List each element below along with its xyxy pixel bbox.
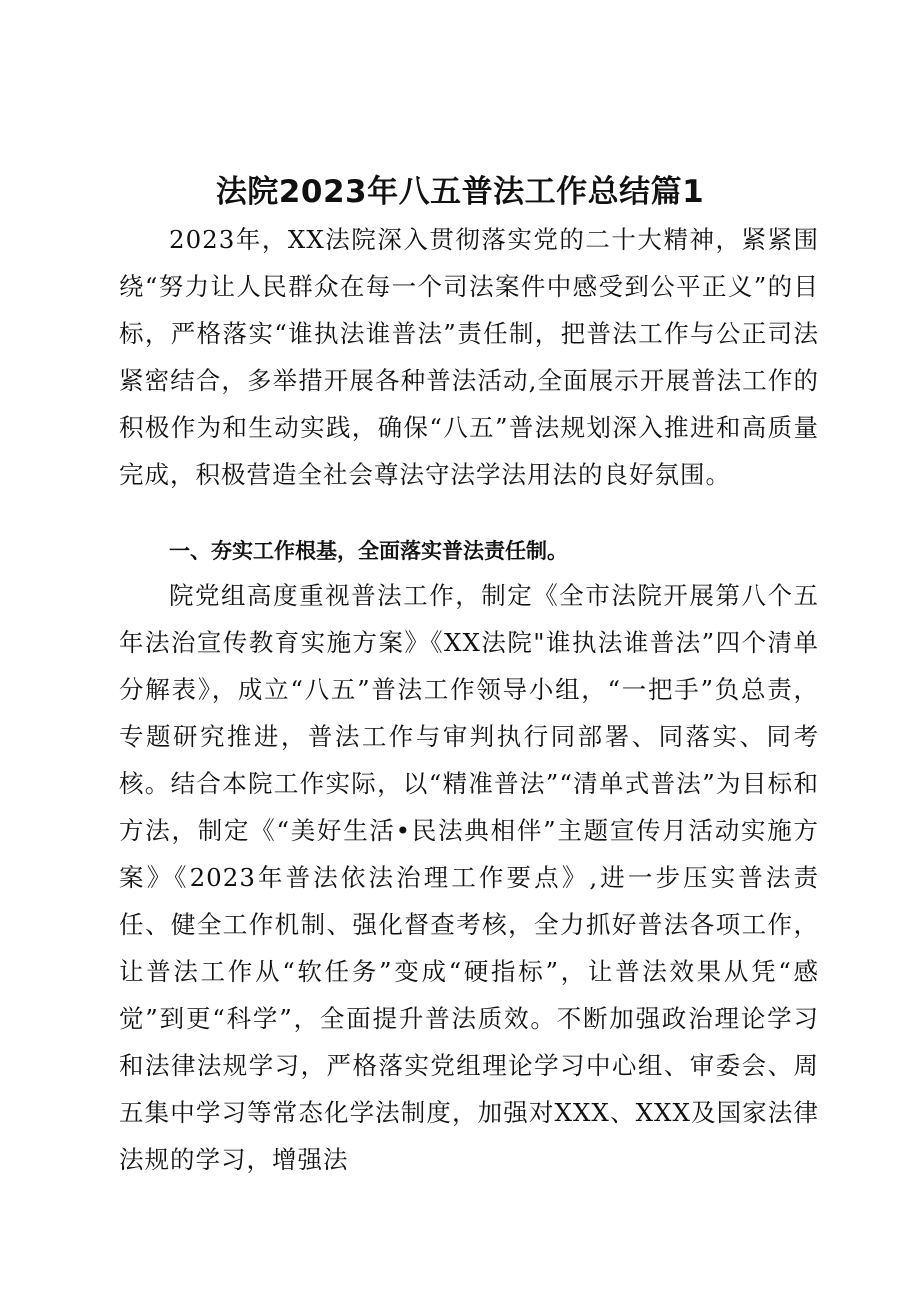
intro-paragraph: 2023年，XX法院深入贯彻落实党的二十大精神，紧紧围绕“努力让人民群众在每一个司法案件中感受到公平正义”的目标，严格落实“谁执法谁普法”责任制，把普法工作与公正司法紧密结合，多举措开展各种普法活动,全面展示开展普法工作的积极作为和生动实践，确保“八五”普法规划深入推进和高质量完成，积极营造全社会尊法守法学法用法的良好氛围。 bbox=[119, 225, 819, 489]
section-paragraph: 院党组高度重视普法工作，制定《全市法院开展第八个五年法治宣传教育实施方案》《XX法院"谁执法谁普法”四个清单分解表》，成立“八五”普法工作领导小组，“一把手”负总责，专题研究推进，普法工作与审判执行同部署、同落实、同考核。结合本院工作实际，以“精准普法”“清单式普法”为目标和方法，制定《“美好生活•民法典相伴”主题宣传月活动实施方案》《2023年普法依法治理工作要点》,进一步压实普法责任、健全工作机制、强化督查考核，全力抓好普法各项工作，让普法工作从“软任务”变成“硬指标”，让普法效果从凭“感觉”到更“科学”，全面提升普法质效。不断加强政治理论学习和法律法规学习，严格落实党组理论学习中心组、审委会、周五集中学习等常态化学法制度，加强对XXX、XXX及国家法律法规的学习，增强法 bbox=[119, 581, 819, 1174]
document-title: 法院2023年八五普法工作总结篇1 bbox=[215, 174, 705, 210]
section-heading: 一、夯实工作根基，全面落实普法责任制。 bbox=[169, 539, 568, 563]
